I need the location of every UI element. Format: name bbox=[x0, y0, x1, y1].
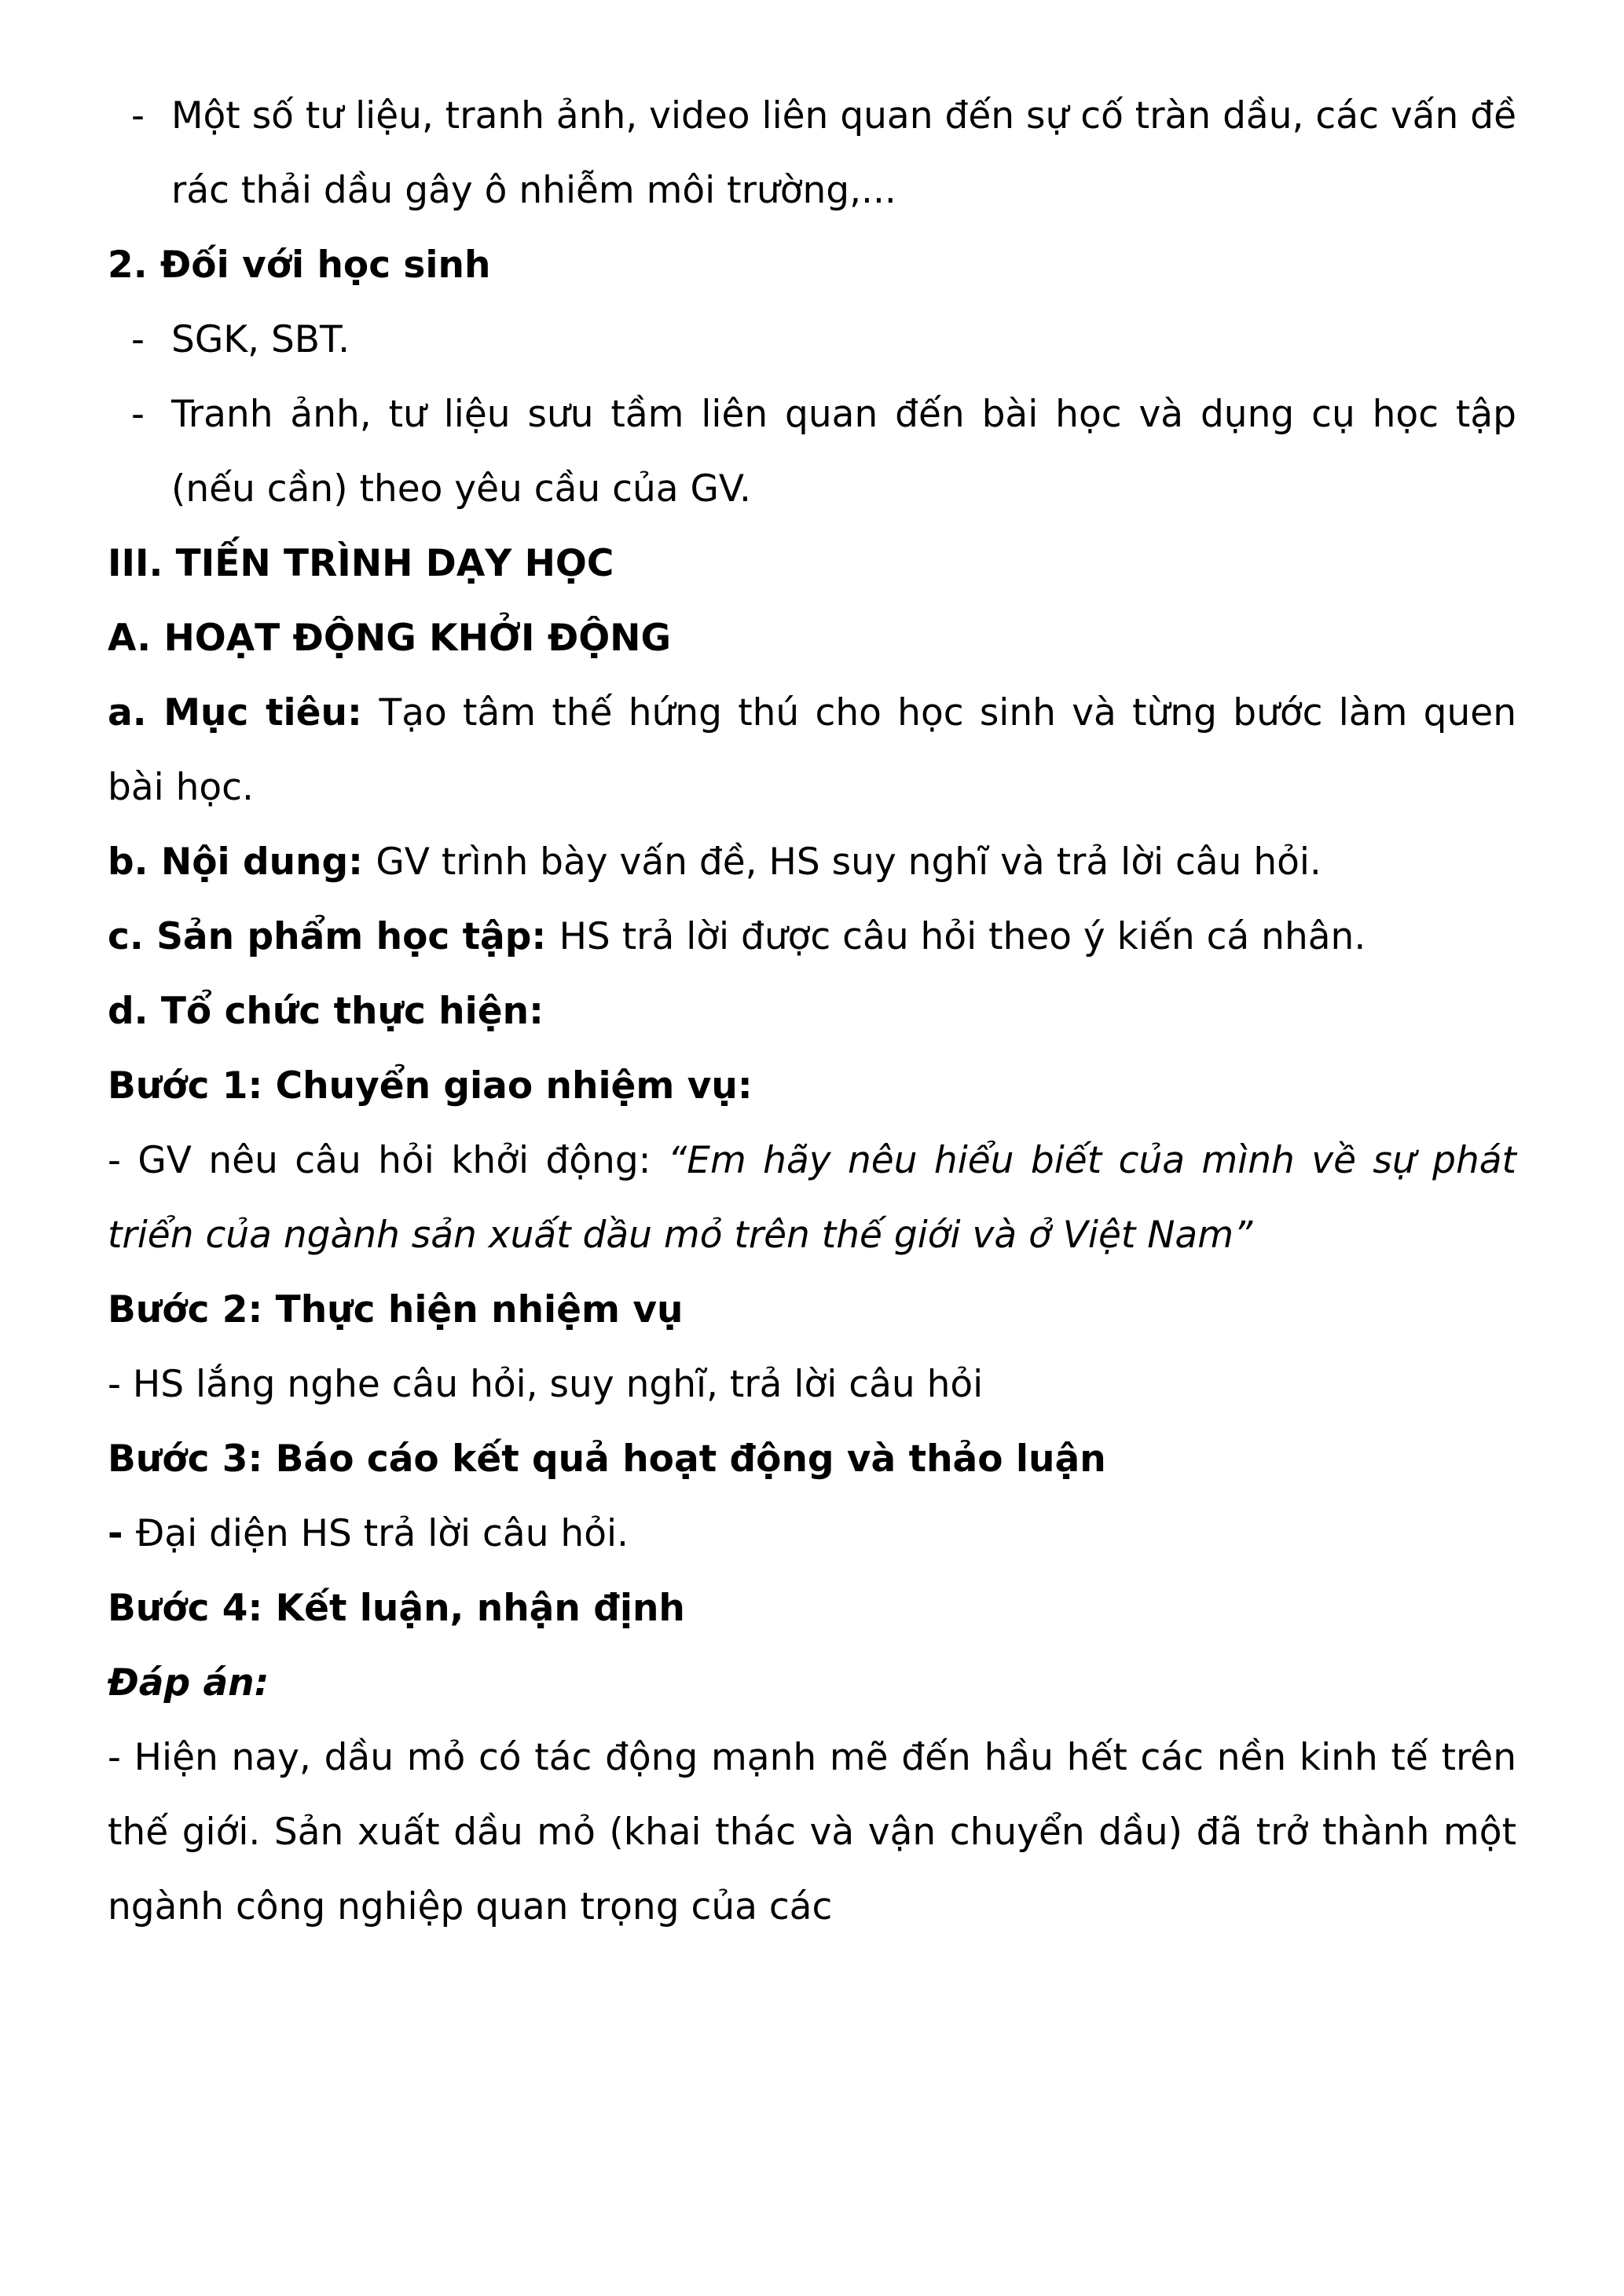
answer-heading bbox=[108, 1646, 1516, 1720]
section-heading bbox=[108, 974, 1516, 1049]
text-run: Bước 1: Chuyển giao nhiệm vụ: bbox=[108, 1064, 753, 1108]
paragraph bbox=[108, 676, 1528, 825]
text-run: Tạo tâm thế hứng thú cho học sinh và từng bước làm quen bài học. bbox=[108, 691, 1528, 809]
text-run: - HS lắng nghe câu hỏi, suy nghĩ, trả lời câu hỏi bbox=[108, 1363, 984, 1406]
text-run: Đáp án: bbox=[108, 1661, 269, 1705]
text-run: - Hiện nay, dầu mỏ có tác động mạnh mẽ đến hầu hết các nền kinh tế trên thế giới. Sản xuất dầu mỏ (khai thác và vận chuyển dầu) đã trở thành một ngành công nghiệp quan trọng của các bbox=[108, 1736, 1528, 1928]
paragraph bbox=[108, 825, 1516, 899]
text-run: III. TIẾN TRÌNH DẠY HỌC bbox=[108, 542, 614, 585]
paragraph bbox=[108, 1496, 1516, 1571]
list-dash: - bbox=[131, 318, 145, 361]
text-run: a. Mục tiêu: bbox=[108, 691, 379, 734]
step-heading bbox=[108, 1571, 1516, 1646]
text-run: Bước 4: Kết luận, nhận định bbox=[108, 1587, 685, 1630]
text-run: c. Sản phẩm học tập: bbox=[108, 915, 559, 958]
paragraph bbox=[108, 1720, 1528, 1944]
text-run: - bbox=[108, 1512, 136, 1555]
text-run: 2. Đối với học sinh bbox=[108, 244, 491, 287]
paragraph bbox=[108, 1123, 1528, 1273]
text-run: A. HOẠT ĐỘNG KHỞI ĐỘNG bbox=[108, 617, 672, 660]
paragraph bbox=[108, 1347, 1516, 1422]
text-run: b. Nội dung: bbox=[108, 840, 376, 884]
text-run: SGK, SBT. bbox=[171, 318, 350, 361]
text-run: d. Tổ chức thực hiện: bbox=[108, 990, 544, 1033]
text-run: Đại diện HS trả lời câu hỏi. bbox=[135, 1512, 629, 1555]
text-run: HS trả lời được câu hỏi theo ý kiến cá nhân. bbox=[559, 915, 1366, 958]
list-item bbox=[108, 302, 1516, 377]
section-heading bbox=[108, 526, 1516, 601]
section-heading bbox=[108, 601, 1516, 676]
text-run: Tranh ảnh, tư liệu sưu tầm liên quan đến bài học và dụng cụ học tập (nếu cần) theo yêu cầu của GV. bbox=[171, 393, 1528, 511]
list-item bbox=[108, 79, 1528, 228]
section-heading bbox=[108, 228, 1516, 302]
paragraph bbox=[108, 899, 1516, 974]
text-run: - GV nêu câu hỏi khởi động: bbox=[108, 1139, 668, 1182]
step-heading bbox=[108, 1273, 1516, 1347]
text-run: “Em hãy nêu hiểu biết của mình về sự phát triển của ngành sản xuất dầu mỏ trên thế giới và ở Việt Nam” bbox=[108, 1139, 1528, 1257]
list-dash: - bbox=[131, 94, 145, 137]
text-run: Bước 3: Báo cáo kết quả hoạt động và thảo luận bbox=[108, 1437, 1106, 1481]
step-heading bbox=[108, 1049, 1516, 1123]
list-dash: - bbox=[131, 393, 145, 436]
text-run: GV trình bày vấn đề, HS suy nghĩ và trả lời câu hỏi. bbox=[376, 840, 1322, 884]
text-run: Một số tư liệu, tranh ảnh, video liên quan đến sự cố tràn dầu, các vấn đề rác thải dầu gây ô nhiễm môi trường,... bbox=[171, 94, 1528, 212]
list-item bbox=[108, 377, 1528, 526]
text-run: Bước 2: Thực hiện nhiệm vụ bbox=[108, 1288, 684, 1331]
step-heading bbox=[108, 1422, 1516, 1496]
